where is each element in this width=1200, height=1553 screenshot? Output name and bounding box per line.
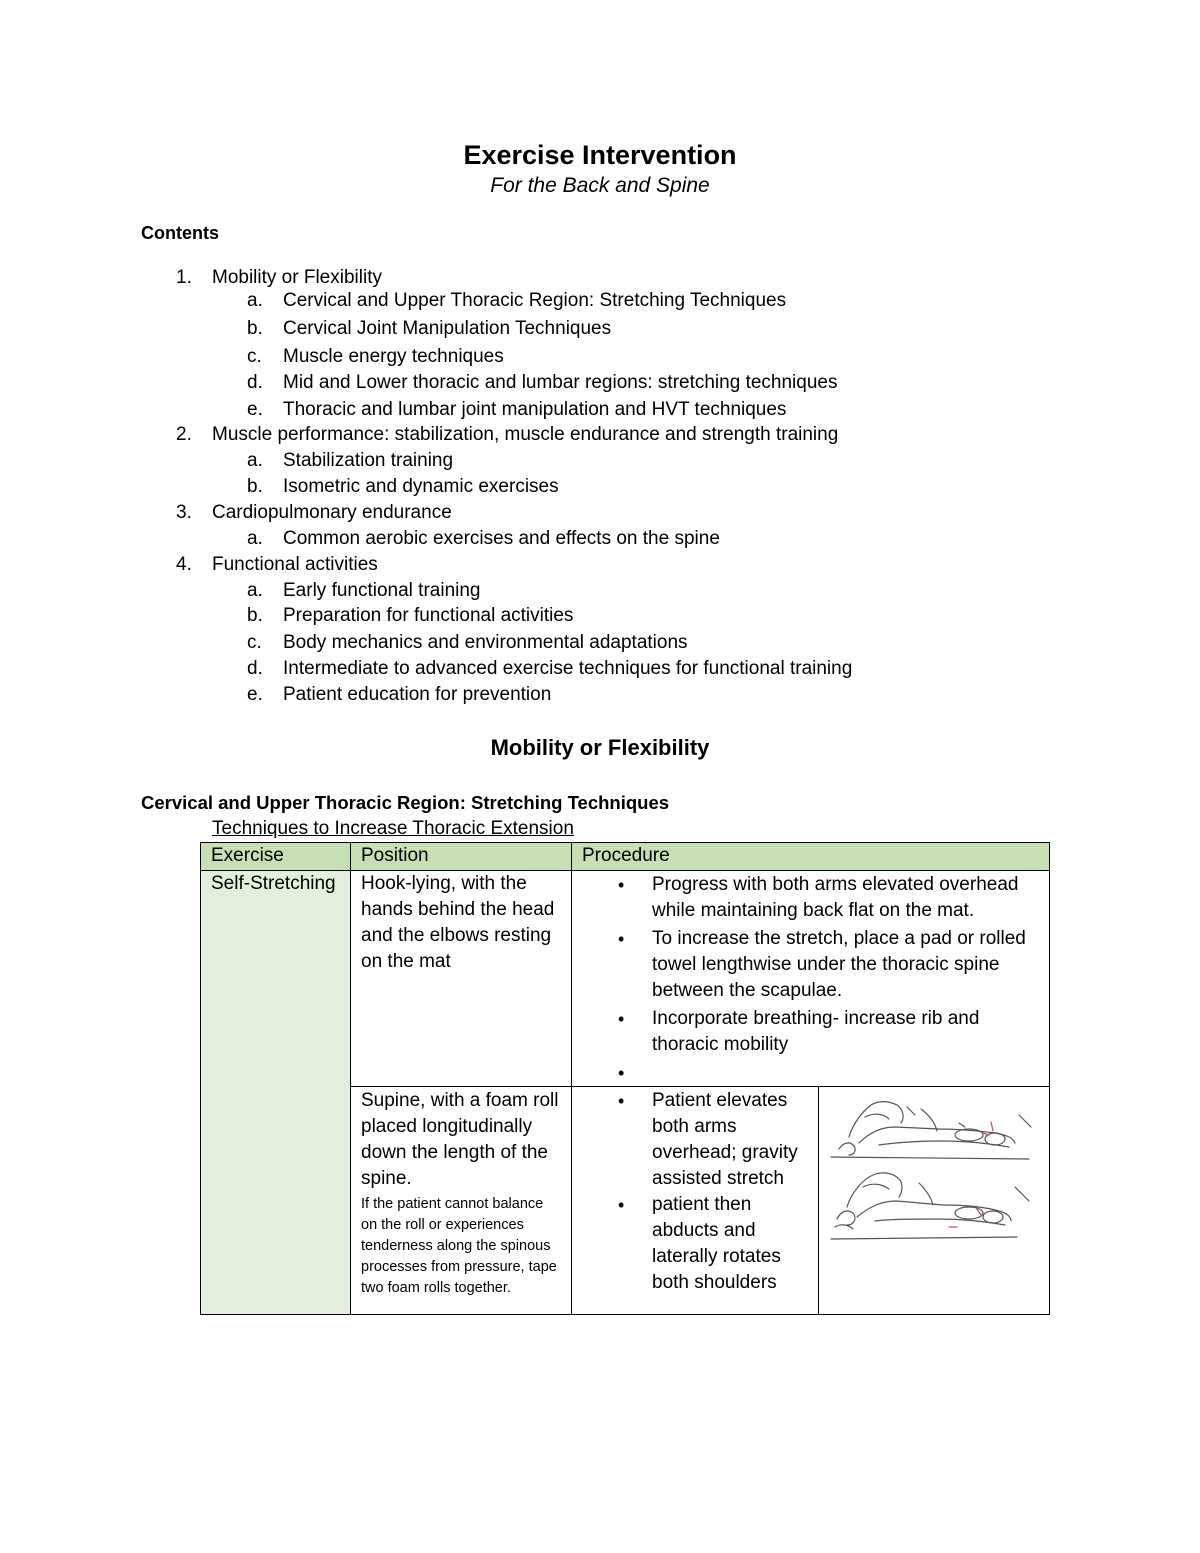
exercise-table (200, 842, 1050, 1315)
procedure-item (572, 1088, 818, 1192)
document-title: Exercise Intervention (463, 140, 737, 170)
toc-number: 3. (176, 502, 192, 523)
toc-number: 2. (176, 424, 192, 445)
procedure-text: Patient elevates both arms overhead; gravity assisted stretch (652, 1090, 798, 1189)
toc-letter: d. (247, 372, 263, 393)
document-subtitle: For the Back and Spine (490, 174, 710, 197)
procedure-item (572, 926, 1049, 1004)
procedure-item (572, 1060, 1049, 1086)
toc-number: 4. (176, 554, 192, 575)
toc-sublabel: Common aerobic exercises and effects on the spine (283, 528, 720, 549)
toc-letter: c. (247, 346, 262, 367)
toc-letter: e. (247, 399, 263, 420)
toc-sublabel: Isometric and dynamic exercises (283, 476, 559, 497)
toc-sublabel: Body mechanics and environmental adaptations (283, 632, 688, 653)
bullet-icon: • (618, 1195, 625, 1215)
toc-label: Cardiopulmonary endurance (212, 502, 452, 523)
position-cell: Hook-lying, with the hands behind the head and the elbows resting on the mat (351, 871, 572, 1087)
procedure-cell (572, 1087, 819, 1315)
toc-letter: c. (247, 632, 262, 653)
toc-number: 1. (176, 267, 192, 288)
contents-heading: Contents (141, 223, 219, 243)
position-cell (351, 1087, 572, 1315)
section-heading: Mobility or Flexibility (490, 735, 710, 760)
toc-sublabel: Muscle energy techniques (283, 346, 504, 367)
bullet-icon: • (618, 1063, 625, 1083)
subsection-heading: Cervical and Upper Thoracic Region: Stretching Techniques (141, 792, 670, 813)
toc-sublabel: Preparation for functional activities (283, 605, 574, 626)
toc-label: Functional activities (212, 554, 378, 575)
table-caption: Techniques to Increase Thoracic Extension (212, 818, 574, 839)
toc-sublabel: Intermediate to advanced exercise techniques for functional training (283, 658, 853, 679)
procedure-text: Incorporate breathing- increase rib and thoracic mobility (652, 1008, 980, 1055)
foam-roll-stretch-illustration (819, 1087, 1048, 1257)
procedure-item (572, 1006, 1049, 1058)
toc-sublabel: Patient education for prevention (283, 684, 552, 705)
procedure-text: To increase the stretch, place a pad or rolled towel lengthwise under the thoracic spine between the scapulae. (652, 928, 1026, 1001)
exercise-cell: Self-Stretching (201, 871, 351, 1315)
procedure-item (572, 872, 1049, 924)
toc-letter: a. (247, 528, 263, 549)
toc-letter: b. (247, 605, 263, 626)
bullet-icon: • (618, 1009, 625, 1029)
toc-letter: b. (247, 318, 263, 339)
table-row (201, 871, 1050, 1087)
bullet-icon: • (618, 929, 625, 949)
procedure-text: patient then abducts and laterally rotates both shoulders (652, 1194, 781, 1293)
header-exercise: Exercise (201, 843, 351, 871)
bullet-icon: • (618, 875, 625, 895)
toc-letter: d. (247, 658, 263, 679)
toc-sublabel: Stabilization training (283, 450, 454, 471)
toc-letter: a. (247, 450, 263, 471)
toc-sublabel: Cervical Joint Manipulation Techniques (283, 318, 612, 339)
toc-letter: e. (247, 684, 263, 705)
toc-label: Mobility or Flexibility (212, 267, 382, 288)
toc-label: Muscle performance: stabilization, muscle endurance and strength training (212, 424, 839, 445)
toc-sublabel: Thoracic and lumbar joint manipulation and HVT techniques (283, 399, 787, 420)
procedure-item (572, 1192, 818, 1296)
toc-letter: a. (247, 290, 263, 311)
procedure-text: Progress with both arms elevated overhead while maintaining back flat on the mat. (652, 874, 1019, 921)
table-header-row (201, 843, 1050, 871)
toc-sublabel: Mid and Lower thoracic and lumbar regions: stretching techniques (283, 372, 838, 393)
position-note: If the patient cannot balance on the roll or experiences tenderness along the spinous processes from pressure, tape two foam rolls together. (361, 1196, 557, 1296)
toc-letter: b. (247, 476, 263, 497)
toc-sublabel: Cervical and Upper Thoracic Region: Stretching Techniques (283, 290, 787, 311)
position-text: Supine, with a foam roll placed longitudinally down the length of the spine. (361, 1090, 559, 1189)
illustration-cell (819, 1087, 1050, 1315)
bullet-icon: • (618, 1091, 625, 1111)
header-position: Position (351, 843, 572, 871)
header-procedure: Procedure (572, 843, 1050, 871)
procedure-cell (572, 871, 1050, 1087)
toc-sublabel: Early functional training (283, 580, 481, 601)
toc-letter: a. (247, 580, 263, 601)
